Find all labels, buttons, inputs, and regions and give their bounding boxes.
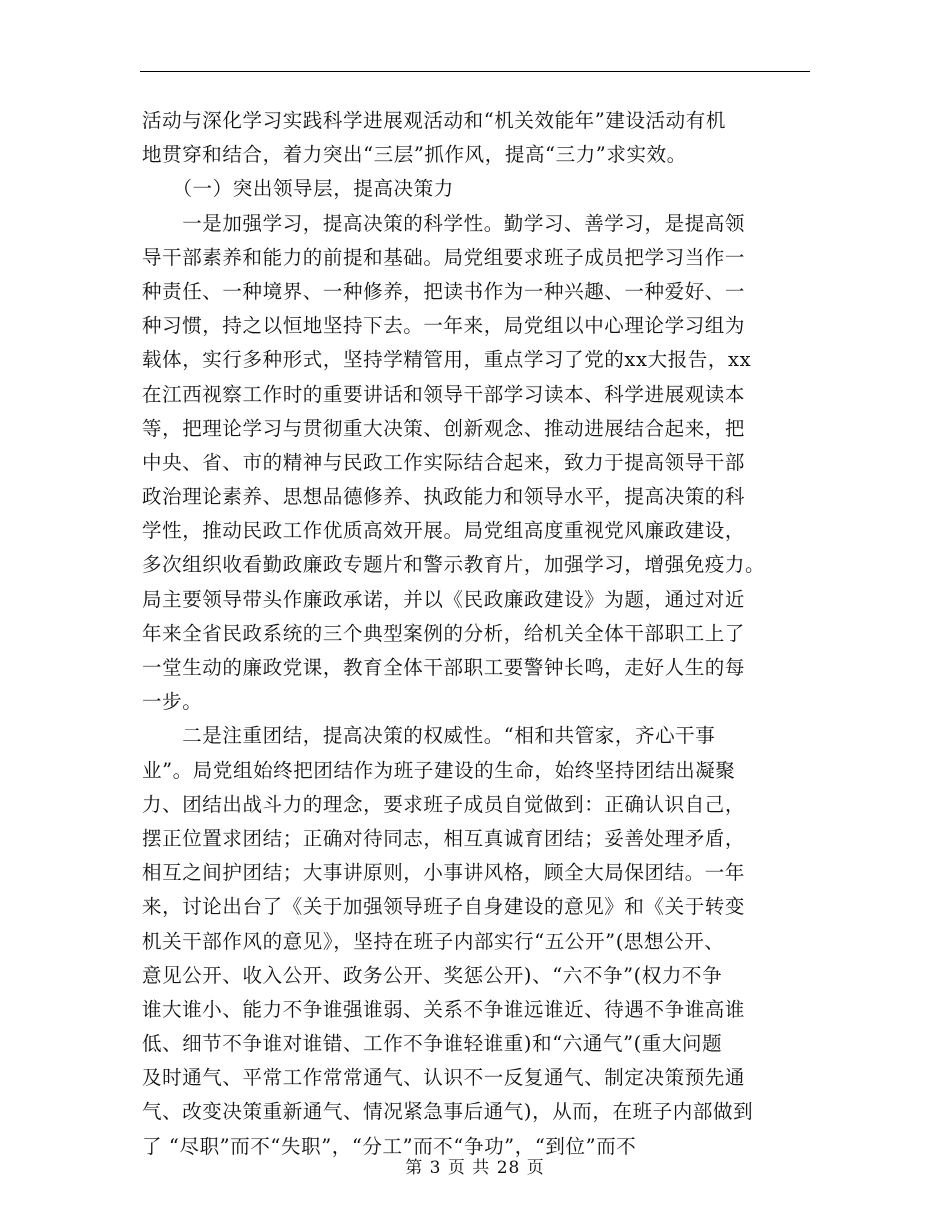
text-line: 业”。局党组始终把团结作为班子建设的生命，始终坚持团结出凝聚	[142, 758, 736, 782]
text-line: 年来全省民政系统的三个典型案例的分析，给机关全体干部职工上了	[142, 621, 746, 645]
text-line: 气、改变决策重新通气、情况紧急事后通气)，从而，在班子内部做到	[142, 1100, 754, 1124]
text-line: 及时通气、平常工作常常通气、认识不一反复通气、制定决策预先通	[142, 1066, 746, 1090]
text-line: 意见公开、收入公开、政务公开、奖惩公开)、“六不争”(权力不争	[142, 963, 723, 987]
text-line: 一步。	[142, 690, 203, 714]
text-line: 导干部素养和能力的前提和基础。局党组要求班子成员把学习当作一	[142, 245, 746, 269]
document-body	[142, 104, 812, 1164]
text-line: 地贯穿和结合，着力突出“三层”抓作风，提高“三力”求实效。	[142, 143, 687, 167]
text-line: 低、细节不争谁对谁错、工作不争谁轻谁重)和“六通气”(重大问题	[142, 1032, 723, 1056]
text-line: 力、团结出战斗力的理念，要求班子成员自觉做到：正确认识自己，	[142, 792, 746, 816]
text-line: 学性，推动民政工作优质高效开展。局党组高度重视党风廉政建设，	[142, 519, 746, 543]
text-line: 局主要领导带头作廉政承诺，并以《民政廉政建设》为题，通过对近	[142, 587, 746, 611]
text-line: 等，把理论学习与贯彻重大决策、创新观念、推动进展结合起来，把	[142, 416, 746, 440]
text-line: 种习惯，持之以恒地坚持下去。一年来，局党组以中心理论学习组为	[142, 314, 746, 338]
text-line: 活动与深化学习实践科学进展观活动和“机关效能年”建设活动有机	[142, 109, 726, 132]
text-line: 种责任、一种境界、一种修养，把读书作为一种兴趣、一种爱好、一	[142, 279, 746, 303]
text-line: 中央、省、市的精神与民政工作实际结合起来，致力于提高领导干部	[142, 450, 746, 474]
text-line: 来，讨论出台了《关于加强领导班子自身建设的意见》和《关于转变	[142, 895, 746, 919]
text-line: 载体，实行多种形式，坚持学精管用，重点学习了党的xx大报告，xx	[142, 348, 752, 372]
text-line: 摆正位置求团结；正确对待同志，相互真诚育团结；妥善处理矛盾，	[142, 826, 746, 850]
text-line: 二是注重团结，提高决策的权威性。“相和共管家，齐心干事	[142, 724, 716, 748]
text-line: 一是加强学习，提高决策的科学性。勤学习、善学习，是提高领	[142, 211, 746, 235]
text-line: 一堂生动的廉政党课，教育全体干部职工要警钟长鸣，走好人生的每	[142, 656, 746, 679]
text-line: 谁大谁小、能力不争谁强谁弱、关系不争谁远谁近、待遇不争谁高谁	[142, 997, 746, 1021]
text-line: 在江西视察工作时的重要讲话和领导干部学习读本、科学进展观读本	[142, 382, 746, 406]
page-number-footer: 第 3 页 共 28 页	[405, 1158, 545, 1178]
text-line: 机关干部作风的意见》，坚持在班子内部实行“五公开”(思想公开、	[142, 929, 725, 953]
text-line: 多次组织收看勤政廉政专题片和警示教育片，加强学习，增强免疫力。	[142, 553, 766, 577]
section-heading: （一）突出领导层，提高决策力	[142, 177, 454, 201]
text-line: 相互之间护团结；大事讲原则，小事讲风格，顾全大局保团结。一年	[142, 861, 746, 885]
text-line: 政治理论素养、思想品德修养、执政能力和领导水平，提高决策的科	[142, 485, 746, 509]
text-line: 了 “尽职”而不“失职”，“分工”而不“争功”，“到位”而不	[142, 1134, 637, 1158]
header-rule	[140, 71, 810, 72]
